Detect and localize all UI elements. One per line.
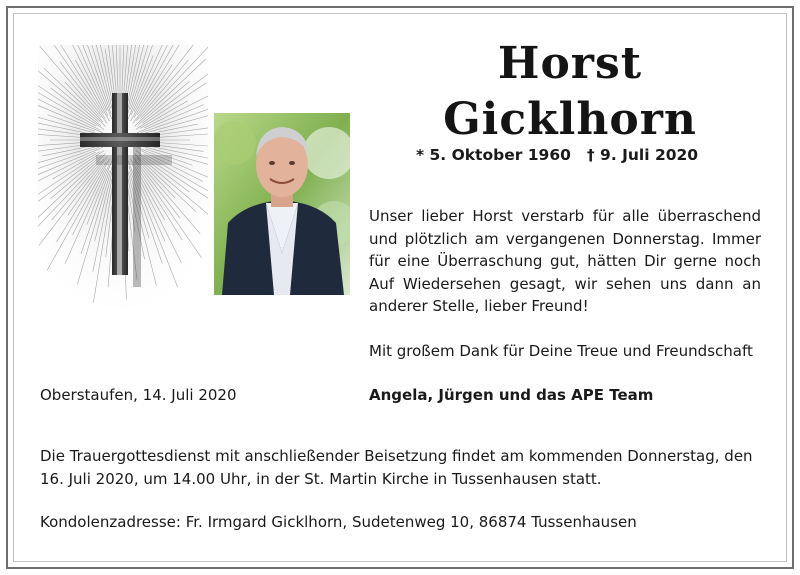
death-date: † 9. Juli 2020 bbox=[586, 146, 699, 164]
birth-date: * 5. Oktober 1960 bbox=[416, 146, 571, 164]
condolence-address: Kondolenzadresse: Fr. Irmgard Gicklhorn, Sudetenweg 10, 86874 Tussenhausen bbox=[40, 513, 637, 531]
thanks-text: Mit großem Dank für Deine Treue und Freundschaft bbox=[369, 342, 753, 360]
cross-icon bbox=[38, 45, 208, 320]
last-name: Gicklhorn bbox=[443, 94, 697, 145]
service-info: Die Trauergottesdienst mit anschließender Beisetzung findet am kommenden Donnerstag, den 16. Juli 2020, um 14.00 Uhr, in der St. Martin Kirche in Tussenhausen statt. bbox=[40, 447, 753, 488]
portrait-photo bbox=[214, 113, 350, 295]
first-name: Horst bbox=[497, 38, 643, 89]
life-dates bbox=[416, 146, 698, 164]
place-date: Oberstaufen, 14. Juli 2020 bbox=[40, 386, 237, 404]
memorial-message: Unser lieber Horst verstarb für alle überraschend und plötzlich am vergangenen Donnerstag. Immer für eine Überraschung gut, hätten Dir gerne noch Auf Wiedersehen gesagt, wir sehen uns dann an anderer Stelle, lieber Freund! bbox=[369, 207, 761, 315]
signers: Angela, Jürgen und das APE Team bbox=[369, 386, 654, 404]
